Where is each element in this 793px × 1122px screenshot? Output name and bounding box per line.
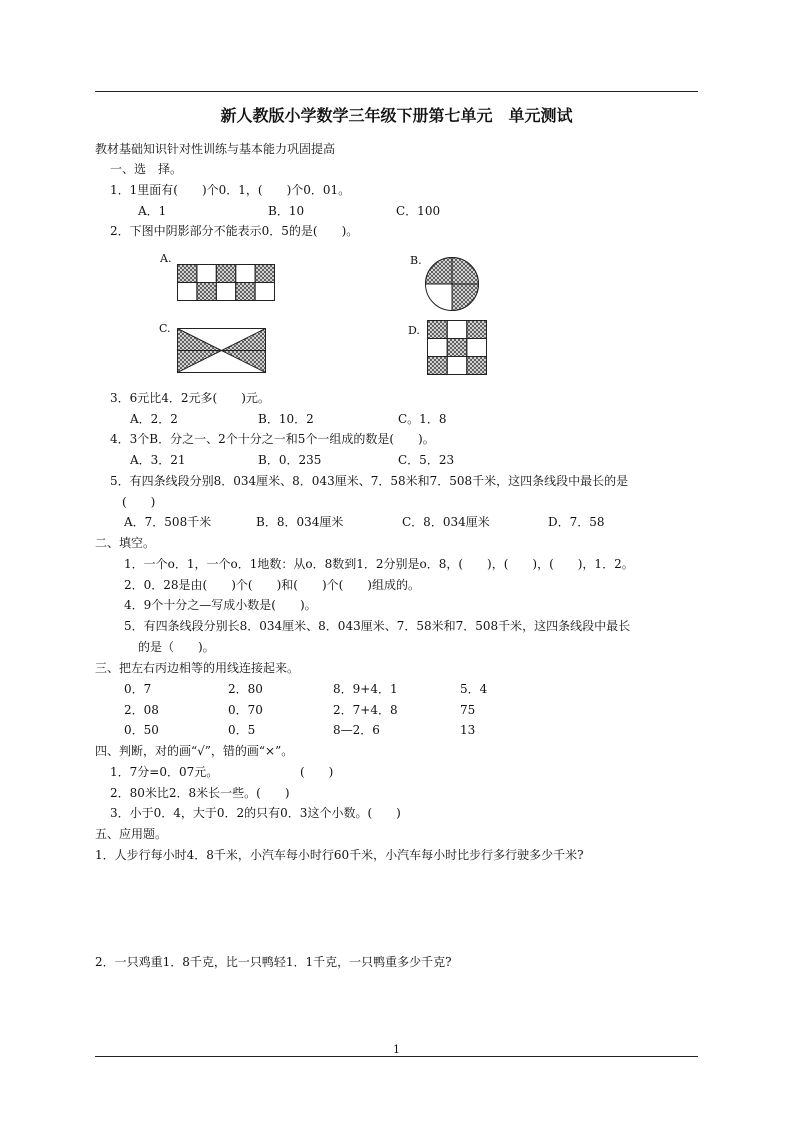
bottom-rule [95, 1056, 698, 1057]
section4-heading: 四、判断，对的画“√”，错的画“×”。 [95, 744, 294, 758]
match-cell: 0．70 [228, 703, 263, 717]
q4-option-b: B．0．235 [258, 453, 322, 467]
section1-heading: 一、选 择。 [110, 162, 183, 176]
match-cell: 2．7+4．8 [333, 703, 398, 717]
figure-c-label: C. [159, 322, 171, 335]
section2-heading: 二、填空。 [95, 536, 156, 550]
q5-option-b: B．8．034厘米 [256, 515, 344, 529]
page-number: 1 [393, 1043, 400, 1056]
figure-b-label: B. [410, 254, 422, 267]
figure-a-label: A. [160, 252, 172, 265]
q5-option-a: A．7．508千米 [124, 515, 212, 529]
subtitle: 教材基础知识针对性训练与基本能力巩固提高 [95, 142, 336, 156]
q5-option-d: D．7．58 [548, 515, 605, 529]
section3-heading: 三、把左右丙边相等的用线连接起来。 [95, 661, 300, 675]
option-b: B．10 [268, 204, 305, 218]
figure-c-rectangle [177, 328, 267, 374]
q3-option-a: A．2．2 [130, 412, 178, 426]
question-1-2: 2．下图中阴影部分不能表示0．5的是( )。 [110, 224, 359, 238]
question-1-4: 4．3个B．分之一、2个十分之一和5个一组成的数是( )。 [110, 432, 435, 446]
judge-question-2: 2．80米比2．8米长一些。( ) [110, 786, 290, 800]
section5-heading: 五、应用题。 [95, 827, 168, 841]
question-1-1: 1．1里面有( )个0．1，( )个0．01。 [110, 183, 351, 197]
match-cell: 2．08 [124, 703, 159, 717]
fill-question-1: 1．一个o．1，一个o．1地数：从o．8数到1．2分别是o．8，( )，( )，( )，1．2。 [124, 557, 634, 571]
q4-option-c: C．5．23 [398, 453, 455, 467]
match-cell: 8．9+4．1 [333, 682, 398, 696]
figure-b-circle [424, 256, 480, 312]
word-problem-2: 2．一只鸡重1．8千克，比一只鸭轻1．1千克，一只鸭重多少千克? [95, 955, 452, 969]
fill-question-5: 5．有四条线段分别长8．034厘米、8．043厘米、7．58米和7．508千米，这四条线段中最长 [124, 619, 631, 633]
judge-question-1: 1．7分=0．07元。 [110, 765, 219, 779]
option-a: A．1 [138, 204, 167, 218]
page-title: 新人教版小学数学三年级下册第七单元 单元测试 [220, 106, 573, 125]
match-cell: 5．4 [460, 682, 488, 696]
option-c: C．100 [396, 204, 441, 218]
fill-question-5-cont: 的是（ )。 [138, 640, 215, 654]
figure-d-grid [427, 320, 488, 376]
question-1-3: 3．6元比4．2元多( )元。 [110, 391, 270, 405]
figure-d-label: D. [408, 324, 420, 337]
q5-option-c: C．8．034厘米 [402, 515, 490, 529]
q4-option-a: A．3．21 [130, 453, 186, 467]
judge-question-3: 3．小于0．4，大于0．2的只有0．3这个小数。( ) [110, 806, 401, 820]
fill-question-2: 2．0．28是由( )个( )和( )个( )组成的。 [124, 578, 420, 592]
top-rule [95, 91, 698, 92]
match-cell: 2．80 [228, 682, 263, 696]
question-1-5: 5．有四条线段分别8．034厘米、8．043厘米、7．58米和7．508千米，这四条线段中最长的是 [110, 474, 629, 488]
match-cell: 8—2．6 [333, 723, 380, 737]
match-cell: 0．7 [124, 682, 152, 696]
match-cell: 13 [460, 723, 476, 737]
q3-option-c: C。1．8 [398, 412, 447, 426]
match-cell: 0．50 [124, 723, 159, 737]
q3-option-b: B．10．2 [258, 412, 314, 426]
judge-question-1-paren: ( ) [300, 765, 334, 779]
match-cell: 0．5 [228, 723, 256, 737]
word-problem-1: 1．人步行每小时4．8千米，小汽车每小时行60千米，小汽车每小时比步行多行驶多少千米? [95, 848, 584, 862]
figure-a-grid [177, 264, 276, 302]
question-1-5-paren: ( ) [122, 495, 156, 509]
match-cell: 75 [460, 703, 476, 717]
fill-question-4: 4．9个十分之—写成小数是( )。 [124, 598, 317, 612]
